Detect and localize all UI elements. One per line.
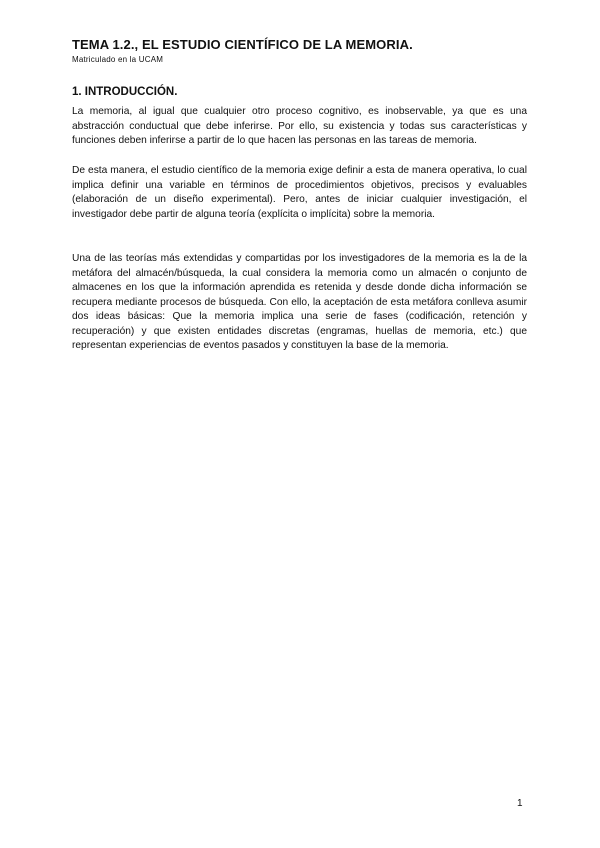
document-subtitle: Matriculado en la UCAM	[72, 55, 164, 64]
paragraph: La memoria, al igual que cualquier otro proceso cognitivo, es inobservable, ya que es una abstracción conductual que debe inferirse. Por ello, su existencia y todas sus características y funciones deben inferirse a partir de lo que hacen las personas en las tareas de memoria.	[72, 106, 527, 146]
paragraph: De esta manera, el estudio científico de la memoria exige definir a esta de manera operativa, lo cual implica definir una variable en términos de procedimientos objetivos, precisos y evaluables (elaboración de un diseño experimental). Pero, antes de iniciar cualquier investigación, el investigador debe partir de alguna teoría (explícita o implícita) sobre la memoria.	[72, 165, 527, 220]
document-title: TEMA 1.2., EL ESTUDIO CIENTÍFICO DE LA MEMORIA.	[72, 37, 413, 52]
page-number: 1	[517, 798, 523, 809]
paragraph: Una de las teorías más extendidas y compartidas por los investigadores de la memoria es la de la metáfora del almacén/búsqueda, la cual considera la memoria como un almacén o conjunto de almacenes en los que la información aprendida es retenida y desde donde dicha información se recupera mediante procesos de búsqueda. Con ello, la aceptación de esta metáfora conlleva asumir dos ideas básicas: Que la memoria implica una serie de fases (codificación, retención y recuperación) y que existen entidades discretas (engramas, huellas de memoria, etc.) que representan experiencias de eventos pasados y constituyen la base de la memoria.	[72, 253, 527, 351]
section-heading: 1. INTRODUCCIÓN.	[72, 86, 178, 98]
